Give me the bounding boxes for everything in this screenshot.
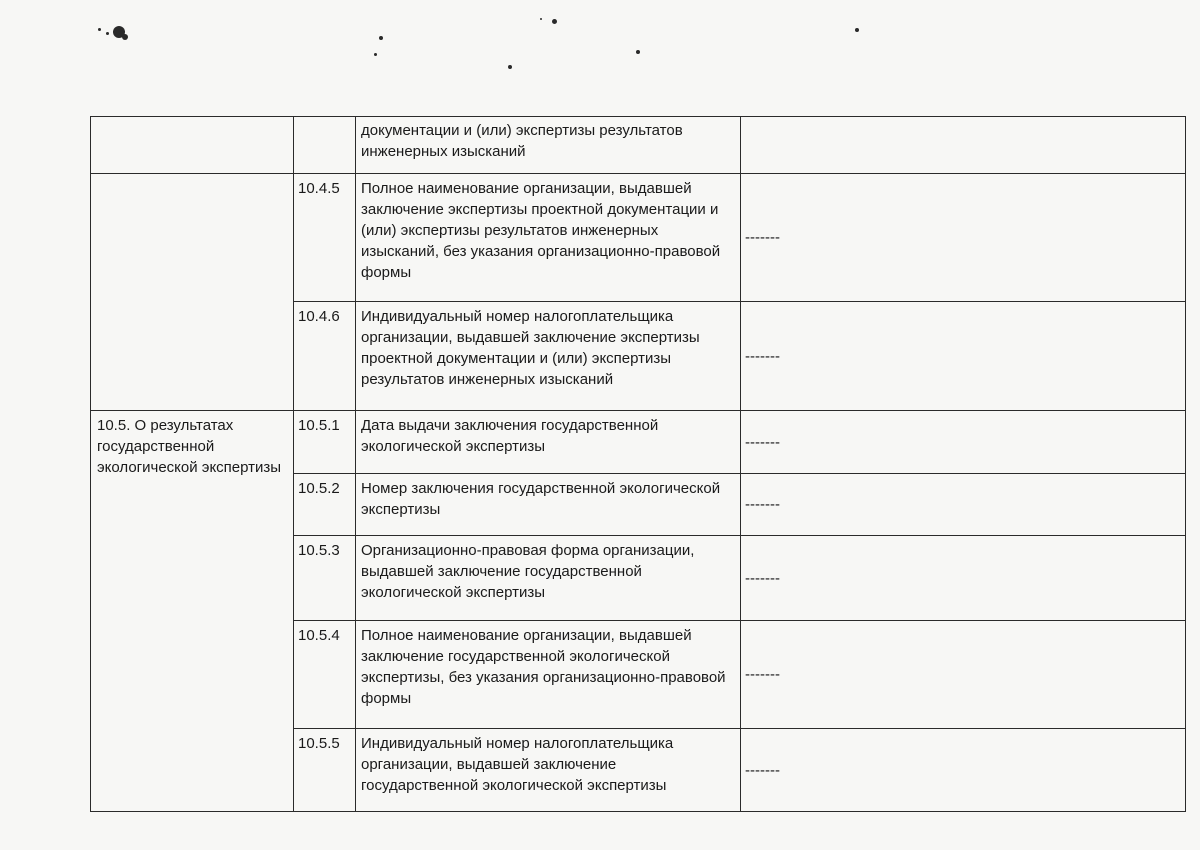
item-value: ------- [741, 536, 1186, 621]
scan-speck [508, 65, 512, 69]
item-value [741, 117, 1186, 174]
section-title-10-5: 10.5. О результатах государственной экологической экспертизы [91, 411, 294, 812]
item-number: 10.4.6 [294, 302, 356, 411]
scan-speck [552, 19, 557, 24]
section-cell-previous [91, 117, 294, 174]
table-row [91, 117, 1186, 174]
scan-speck [98, 28, 101, 31]
scan-speck [636, 50, 640, 54]
scan-speck [122, 34, 128, 40]
table-row [91, 411, 1186, 474]
item-description: Индивидуальный номер налогоплательщика организации, выдавшей заключение государственной экологической экспертизы [356, 729, 741, 812]
scan-speck [379, 36, 383, 40]
item-description: Дата выдачи заключения государственной экологической экспертизы [356, 411, 741, 474]
item-number: 10.5.5 [294, 729, 356, 812]
item-description: Номер заключения государственной экологической экспертизы [356, 474, 741, 536]
item-value: ------- [741, 174, 1186, 302]
scan-speck [106, 32, 109, 35]
item-description: Организационно-правовая форма организации, выдавшей заключение государственной экологической экспертизы [356, 536, 741, 621]
section-cell-previous-continued [91, 174, 294, 411]
scan-speck [374, 53, 377, 56]
item-number: 10.5.1 [294, 411, 356, 474]
scan-speck [540, 18, 542, 20]
item-description: документации и (или) экспертизы результатов инженерных изысканий [356, 117, 741, 174]
item-number: 10.5.2 [294, 474, 356, 536]
item-value: ------- [741, 621, 1186, 729]
table-row [91, 174, 1186, 302]
item-description: Индивидуальный номер налогоплательщика организации, выдавшей заключение экспертизы проектной документации и (или) экспертизы результатов инженерных изысканий [356, 302, 741, 411]
item-number [294, 117, 356, 174]
item-value: ------- [741, 411, 1186, 474]
item-description: Полное наименование организации, выдавшей заключение экспертизы проектной документации и (или) экспертизы результатов инженерных изысканий, без указания организационно-правовой формы [356, 174, 741, 302]
data-table [90, 116, 1186, 812]
item-value: ------- [741, 474, 1186, 536]
item-value: ------- [741, 302, 1186, 411]
item-number: 10.4.5 [294, 174, 356, 302]
item-number: 10.5.3 [294, 536, 356, 621]
item-value: ------- [741, 729, 1186, 812]
item-number: 10.5.4 [294, 621, 356, 729]
scan-speck [855, 28, 859, 32]
item-description: Полное наименование организации, выдавшей заключение государственной экологической экспертизы, без указания организационно-правовой формы [356, 621, 741, 729]
